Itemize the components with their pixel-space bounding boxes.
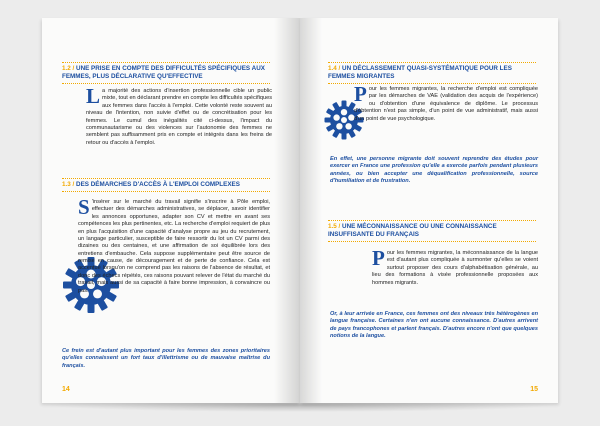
right-page [300, 18, 558, 403]
emphasis-paragraph: Ce frein est d'autant plus important pour les femmes des zones prioritaires qu'elles connaissent un fort taux d'illettrisme ou de mauvaise maîtrise du français. [62, 348, 270, 369]
section-number: 1.5 / [328, 223, 341, 230]
page-number: 15 [530, 386, 538, 393]
emphasis-paragraph: Or, à leur arrivée en France, ces femmes ont des niveaux très hétérogènes en langue française. Certaines n'en ont aucune connaissance. D'autres arrivent de pays francophones et parlent français. D'autres encore n'ont que quelques notions de la langue. [330, 311, 538, 340]
section-number: 1.4 / [328, 65, 341, 72]
section-body: S 'insérer sur le marché du travail signifie s'inscrire à Pôle emploi, effectuer des démarches administratives, se déplacer, savoir identifier les annonces opportunes, adapter son CV et mettre en avant ses compétences les plus pertinentes, etc. La recherche d'emploi requiert de plus en plus l'acquisition d'une capacité d'analyse propre au jeu du recrutement, un langage particulier, susceptible de faire ressortir du lot un CV parmi des dizaines ou des centaines, et une affirmation de soi équilibrée lors des entretiens d'embauche. Cela suppose supplémentaire peut être source de remise en cause, de découragement et de perte de confiance. Cela est accentué lorsqu'on ne comprend pas les raisons de l'absence de résultat, et donc des échecs répétés, ces raisons pouvant relever de l'état du marché du travail, mais aussi de sa capacité à faire bonne impression, à convaincre ou pas. [78, 195, 270, 294]
section-number: 1.2 / [62, 65, 75, 72]
section-title: UNE MÉCONNAISSANCE OU UNE CONNAISSANCE INSUFFISANTE DU FRANÇAIS [328, 223, 497, 239]
section-heading-1-2 [62, 62, 270, 84]
section-heading-1-5 [328, 220, 536, 242]
section-heading-1-3 [62, 178, 270, 192]
section-heading-1-4 [328, 62, 536, 84]
dropcap: L [86, 84, 101, 108]
dropcap: P [354, 82, 367, 106]
emphasis-paragraph: En effet, une personne migrante doit souvent reprendre des études pour exercer en France une profession qu'elle a exercée parfois pendant plusieurs années, ou bien accepter une déqualification professionnelle, source d'humiliation et de frustration. [330, 156, 538, 185]
left-page [42, 18, 300, 403]
section-number: 1.3 / [62, 181, 75, 188]
section-body: Pour les femmes migrantes, la méconnaissance de la langue est d'autant plus compliquée à surmonter qu'elles se voient surtout proposer des cours d'alphabétisation générale, au lieu des formations à visée professionnelle proposées aux hommes migrants. [372, 246, 538, 286]
dropcap: P [372, 246, 385, 270]
section-title: UNE PRISE EN COMPTE DES DIFFICULTÉS SPÉCIFIQUES AUX FEMMES, PLUS DÉCLARATIVE QU'EFFECTIVE [62, 65, 265, 81]
section-title: UN DÉCLASSEMENT QUASI-SYSTÉMATIQUE POUR LES FEMMES MIGRANTES [328, 65, 512, 81]
section-title: DES DÉMARCHES D'ACCÈS À L'EMPLOI COMPLEXES [76, 181, 240, 188]
section-body: La majorité des actions d'insertion professionnelle cible un public mixte, tout en déclarant prendre en compte les difficultés spécifiques aux femmes dans l'accès à l'emploi. Cette volonté reste souvent au niveau de l'intention, non suivie d'effet ou de concrétisation pour les femmes. Le cumul des inégalités cité ci-dessus, l'impact du communautarisme ou des violences sur l'autonomie des femmes ne semblent pas suffisamment pris en compte et intégrés dans les freins de retour ou d'accès à l'emploi. [86, 84, 272, 146]
dropcap: S [78, 195, 90, 219]
section-body: Pour les femmes migrantes, la recherche d'emploi est compliquée par les démarches de VAE (validation des acquis de l'expérience) ou d'obtention d'une équivalence de diplôme. Le processus d'obtention n'est pas simple, d'un point de vue administratif, mais aussi d'un point de vue psychologique. [354, 82, 538, 122]
page-number: 14 [62, 386, 70, 393]
